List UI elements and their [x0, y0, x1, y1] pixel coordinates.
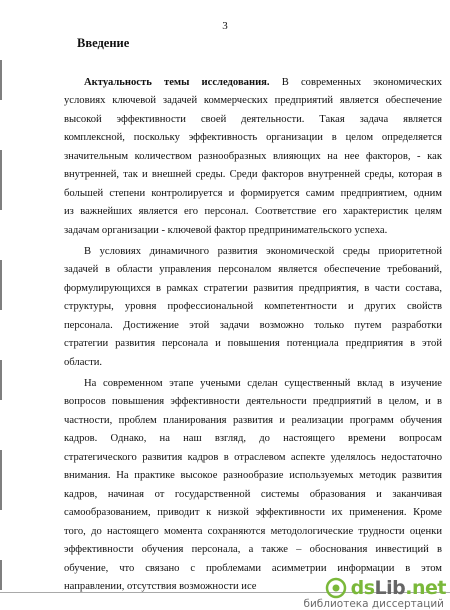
text-line	[84, 377, 442, 390]
text-line	[64, 113, 442, 126]
bold-text: Актуальность темы исследования.	[84, 77, 270, 88]
text-span: обучение, что связано с проблемами асимметрии информации в этом	[64, 563, 442, 574]
text-line	[64, 506, 442, 519]
text-line	[64, 488, 442, 501]
text-span: высокой эффективности своей деятельности. Такая задача является	[64, 114, 442, 125]
text-span: комплексной, поскольку эффективность организации в целом определяется	[64, 132, 442, 143]
text-span: направлении, отсутствия возможности исе	[64, 581, 257, 592]
text-span: внутренней, так и внешней среды. Среди факторов внутренней среды, которая в	[64, 169, 442, 180]
text-line	[64, 300, 442, 313]
text-line	[64, 319, 442, 332]
text-line	[64, 356, 124, 369]
text-span: кадров, начиная от государственной системы образования и заканчивая	[64, 489, 442, 500]
text-line	[64, 263, 442, 276]
text-line	[64, 414, 442, 427]
page-number: 3	[222, 20, 228, 32]
text-line	[64, 131, 442, 144]
text-span: задачей в области управления персоналом является обеспечение требований,	[64, 264, 442, 275]
text-span: самообразованием, приводит к низкой эффективности их применения. Кроме	[64, 507, 442, 518]
text-span: стратегического развития кадров в отраслевом аспекте уделялось недостаточно	[64, 452, 442, 463]
scan-edge	[0, 450, 2, 510]
dslib-logo-icon	[325, 577, 347, 599]
text-line	[64, 282, 442, 295]
text-span: значительным количеством разнообразных влияющих на нее факторов, - как	[64, 151, 442, 162]
text-span: персонала. Достижение этой задачи возможно только путем разработки	[64, 320, 442, 331]
text-span: условиях ключевой задачей коммерческих предприятий является обеспечение	[64, 95, 442, 106]
text-span: эффективности обучения персонала, а также – обоснования инвестиций в	[64, 544, 442, 555]
watermark-subtitle: библиотека диссертаций	[303, 598, 444, 610]
text-span: На современном этапе учеными сделан существенный вклад в изучение	[84, 378, 442, 389]
text-line	[84, 245, 442, 258]
text-span: структуры, уровня профессиональной компетентности и других свойств	[64, 301, 442, 312]
text-span: задачам организации - ключевой фактор предпринимательского успеха.	[64, 225, 388, 236]
scan-edge	[0, 560, 2, 590]
text-span: частности, проблем планирования развития и реализации программ обучения	[64, 415, 442, 426]
text-line	[64, 168, 442, 181]
text-line	[64, 150, 442, 163]
text-span: области.	[64, 357, 103, 368]
text-span: В современных экономических	[269, 77, 442, 88]
text-line	[64, 187, 442, 200]
text-line	[64, 205, 442, 218]
scan-edge	[0, 260, 2, 310]
text-line	[64, 432, 442, 445]
text-span: того, до настоящего момента сохраняются методологические трудности оценки	[64, 526, 442, 537]
text-span: большей степени контролируется и формируется самим предприятием, одним	[64, 188, 442, 199]
text-line	[64, 525, 442, 538]
scan-edge	[0, 150, 2, 210]
text-span: В условиях динамичного развития экономической среды приоритетной	[84, 246, 442, 257]
text-span: внимания. На практике высокое разнообразие используемых методик развития	[64, 470, 442, 481]
text-line	[84, 76, 442, 89]
text-span: формулирующихся в рамках стратегии развития предприятия, в части состава,	[64, 283, 442, 294]
text-span: стратегии развития персонала и повышения потенциала предприятия в этой	[64, 338, 442, 349]
text-span: вопросов повышения эффективности деятельности предприятий в целом, и в	[64, 396, 442, 407]
scan-edge	[0, 60, 2, 100]
watermark-text: dsLib.net	[350, 577, 446, 599]
text-line	[64, 451, 442, 464]
scan-edge	[0, 360, 2, 400]
text-line	[64, 224, 394, 237]
section-heading: Введение	[77, 36, 130, 50]
text-line	[64, 469, 442, 482]
text-span: кадров. Однако, на наш взгляд, до настоящего времени вопросам	[64, 433, 442, 444]
text-line	[64, 337, 442, 350]
text-span: из важнейших является его персонал. Соответствие его характеристик целям	[64, 206, 442, 217]
text-line	[64, 395, 442, 408]
text-line	[64, 543, 442, 556]
text-line	[64, 94, 442, 107]
